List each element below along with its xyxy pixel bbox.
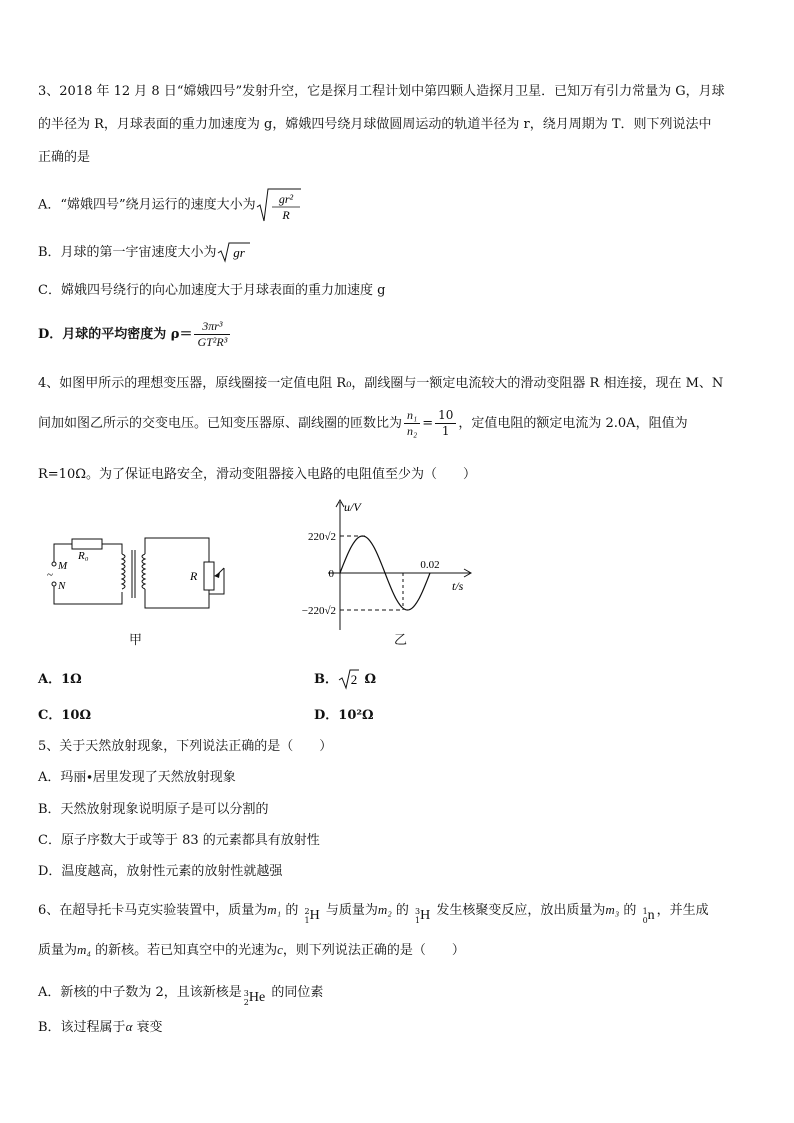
graph-origin-label: 0: [328, 568, 334, 580]
q4-option-b-unit: Ω: [360, 671, 377, 687]
q3-option-b-sqrt: [217, 241, 251, 264]
q3-option-d-text: D．月球的平均密度为 ρ＝: [38, 327, 193, 342]
q4-stem-line1: 4、如图甲所示的理想变压器，原线圈接一定值电阻 R₀，副线圈与一额定电流较大的滑动变阻器 R 相连接，现在 M、N: [38, 376, 724, 391]
q3-stem-line1: 3、2018 年 12 月 8 日“嫦娥四号”发射升空，它是探月工程计划中第四颗人造探月卫星．已知万有引力常量为 G，月球: [38, 84, 725, 99]
q6-option-b-text1: B．该过程属于: [38, 1020, 126, 1035]
q6-m4: m₄: [77, 942, 91, 957]
q3-option-a-sqrt: [256, 187, 302, 223]
q3-option-a: [38, 187, 302, 223]
q6-nuclide-neutron: [643, 905, 655, 927]
q3-option-c: C．嫦娥四号绕行的向心加速度大于月球表面的重力加速度 g: [38, 283, 386, 298]
q6-he-mass: 3: [243, 989, 249, 998]
graph-period-label: 0.02: [420, 559, 440, 571]
q3-option-a-text: A．“嫦娥四号”绕月运行的速度大小为: [38, 197, 256, 213]
q3-option-b-text: B．月球的第一宇宙速度大小为: [38, 244, 217, 260]
q4-option-c: C．10Ω: [38, 708, 92, 723]
q6-n-charge: 0: [642, 916, 648, 925]
rheostat-r-symbol: [204, 562, 214, 590]
q5-stem: 5、关于天然放射现象，下列说法正确的是（ ）: [38, 739, 333, 754]
figure-label-yi: 乙: [394, 633, 408, 648]
graph-y-label: u/V: [344, 500, 361, 514]
q6-text-de-3: 的: [619, 903, 641, 918]
q3-option-b-radicand: gr: [232, 245, 245, 260]
q6-text-4: ，并生成: [656, 903, 709, 918]
q6-text-1: 6、在超导托卡马克实验装置中，质量为: [38, 903, 268, 918]
q4-equals: =: [422, 416, 434, 431]
q6-alpha: α: [125, 1019, 133, 1034]
figure-label-jia: 甲: [129, 633, 143, 648]
q4-option-a: A．1Ω: [38, 672, 82, 687]
q4-turns-ratio-left: [404, 408, 420, 439]
q6-m1: m₁: [267, 902, 282, 917]
q4-option-b-text: B．: [314, 671, 338, 687]
q4-stem-line2-a: 间加如图乙所示的交变电压。已知变压器原、副线圈的匝数比为: [38, 416, 403, 431]
q3-option-a-den: R: [282, 208, 290, 222]
q3-option-d-fraction: [194, 319, 230, 350]
q4-option-b-sqrt: [338, 668, 360, 691]
q6-nuclide-h3: [415, 905, 430, 927]
q5-option-b: B．天然放射现象说明原子是可以分割的: [38, 802, 269, 817]
q6-stem-line1: [38, 899, 709, 927]
q6-option-a-text1: A．新核的中子数为 2，且该新核是: [38, 985, 242, 1000]
q6-option-a: [38, 982, 323, 1009]
q4-ratio-den: 1: [441, 424, 450, 438]
q4-stem-line3: R=10Ω。为了保证电路安全，滑动变阻器接入电路的电阻值至少为（ ）: [38, 467, 477, 482]
q6-text-6: 的新核。若已知真空中的光速为: [90, 943, 278, 958]
q3-option-d: [38, 315, 232, 355]
q4-option-b-radicand: 2: [350, 672, 358, 687]
secondary-coil: [142, 554, 145, 589]
q6-text-5: 质量为: [38, 943, 78, 958]
resistor-r0-symbol: [72, 539, 102, 549]
q5-option-c: C．原子序数大于或等于 83 的元素都具有放射性: [38, 833, 320, 848]
q4-circuit-diagram: [44, 532, 230, 614]
q6-n-symbol: n: [647, 908, 655, 923]
q4-turns-ratio-right: [435, 408, 456, 439]
q6-text-de: 的: [281, 903, 303, 918]
q6-option-b: [38, 1018, 163, 1037]
q6-he-charge: 2: [243, 998, 249, 1007]
q4-option-b: [314, 668, 376, 691]
q6-text-2: 与质量为: [321, 903, 378, 918]
graph-x-label: t/s: [452, 579, 464, 593]
q6-h3-charge: 1: [415, 916, 421, 925]
q3-option-d-den: GT²R³: [197, 335, 228, 349]
q4-stem-line2-b: ，定值电阻的额定电流为 2.0A，阻值为: [458, 416, 688, 431]
ac-source-symbol: ~: [47, 569, 53, 581]
graph-ymax-label: 220√2: [307, 531, 336, 543]
q6-m2: m₂: [377, 902, 392, 917]
q6-h3-mass: 3: [415, 907, 421, 916]
q6-stem-line2: [38, 939, 465, 962]
q6-option-a-text2: 的同位素: [267, 985, 324, 1000]
q6-text-de-2: 的: [391, 903, 414, 918]
label-r0: R₀: [78, 550, 89, 562]
q6-nuclide-he3: [244, 987, 265, 1009]
q6-he-symbol: He: [248, 990, 266, 1005]
q5-option-a: A．玛丽∙居里发现了天然放射现象: [38, 770, 236, 785]
q3-stem-line2: 的半径为 R，月球表面的重力加速度为 g，嫦娥四号绕月球做圆周运动的轨道半径为 r，绕月周期为 T．则下列说法中: [38, 117, 712, 132]
q6-h2-charge: 1: [304, 916, 310, 925]
q4-n2: n₂: [407, 424, 418, 438]
q3-option-d-num: 3πr³: [194, 319, 230, 335]
q6-option-b-text2: 衰变: [132, 1020, 163, 1035]
label-m: M: [58, 560, 68, 572]
q6-text-3: 发生核聚变反应，放出质量为: [432, 903, 606, 918]
q3-stem-line3: 正确的是: [38, 150, 91, 165]
q6-text-7: ，则下列说法正确的是（ ）: [282, 943, 465, 958]
label-n: N: [58, 580, 66, 592]
q4-voltage-graph: [288, 497, 488, 637]
q6-h3-symbol: H: [420, 908, 431, 923]
graph-ymin-label: −220√2: [301, 605, 336, 617]
q6-h2-mass: 2: [304, 907, 310, 916]
q5-option-d: D．温度越高，放射性元素的放射性就越强: [38, 864, 283, 879]
primary-coil: [122, 554, 125, 589]
q4-option-d: D．10²Ω: [314, 708, 374, 723]
q6-nuclide-h2: [304, 905, 319, 927]
q6-h2-symbol: H: [309, 908, 320, 923]
q4-stem-line2: [38, 406, 688, 442]
q3-option-b: [38, 241, 251, 264]
q6-n-mass: 1: [642, 907, 648, 916]
q4-n1: n₁: [404, 408, 420, 424]
q4-ratio-num: 10: [435, 408, 456, 424]
q6-m3: m₃: [605, 902, 620, 917]
label-r: R: [190, 569, 198, 583]
q6-c: c: [277, 942, 283, 957]
q3-option-a-num: gr²: [278, 192, 293, 206]
